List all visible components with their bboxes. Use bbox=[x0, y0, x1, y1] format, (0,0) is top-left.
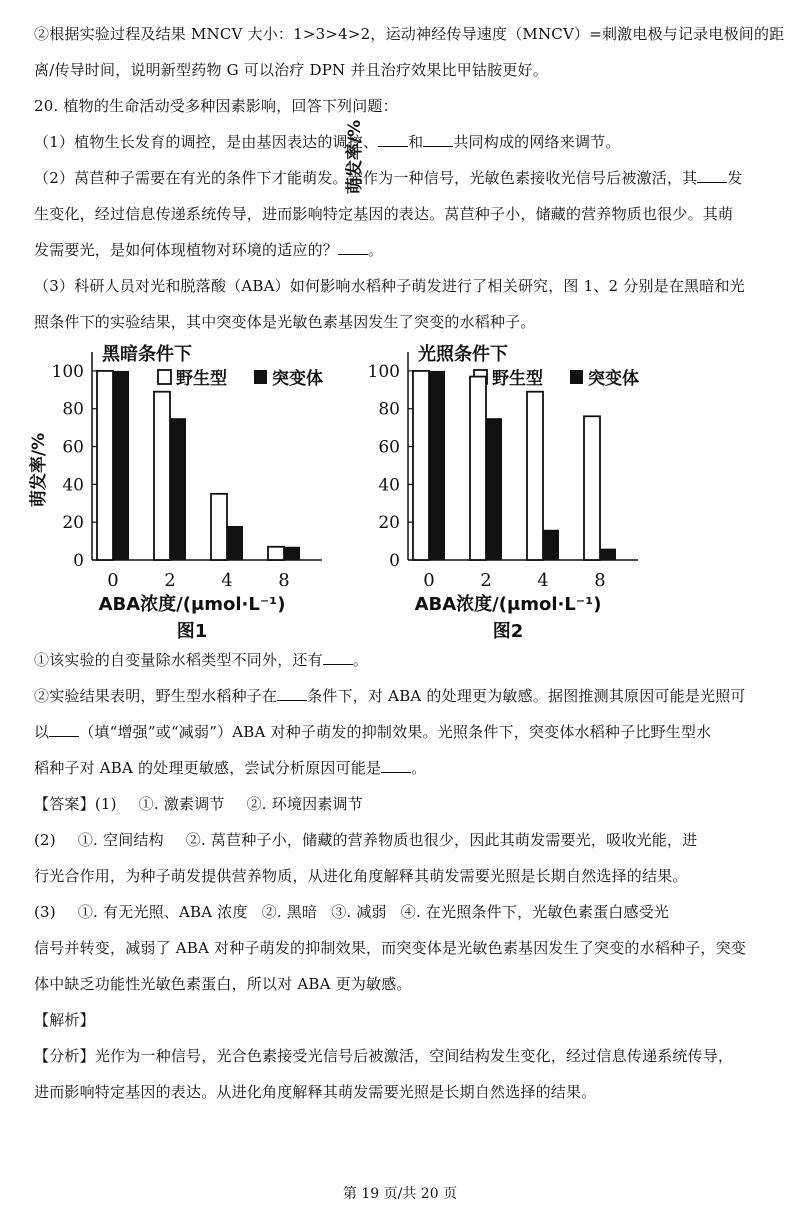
answer1-b: ②. 环境因素调节 bbox=[246, 795, 363, 813]
answer-part2-line1 bbox=[34, 830, 774, 850]
answer-part3-line2: 信号并转变，减弱了 ABA 对种子萌发的抑制效果，而突变体是光敏色素基因发生了突变的水稻种子，突变 bbox=[34, 939, 747, 957]
q1-text-a: （1）植物生长发育的调控，是由基因表达的调控、 bbox=[34, 133, 379, 151]
s1-text-a: ①该实验的自变量除水稻类型不同外，还有 bbox=[34, 651, 323, 669]
q1-text-b: 和 bbox=[408, 133, 424, 151]
s1-blank bbox=[323, 650, 353, 665]
line-mncv-conclusion: ②根据实验过程及结果 MNCV 大小：1>3>4>2，运动神经传导速度（MNCV）=刺激电极与记录电极间的距 bbox=[34, 25, 785, 43]
chart1-bar-mutant-0 bbox=[113, 371, 129, 560]
answer-part2-line2: 行光合作用，为种子萌发提供营养物质，从进化角度解释其萌发需要光照是长期自然选择的结果。 bbox=[34, 867, 688, 885]
question-20-part2-line3 bbox=[34, 240, 774, 260]
answer-tag: 【答案】 bbox=[34, 795, 95, 813]
chart1-bar-mutant-4 bbox=[227, 526, 243, 560]
chart1-legend-wild: 野生型 bbox=[176, 369, 227, 389]
chart1-bar-wild-2 bbox=[154, 392, 170, 560]
chart2-y-tick-label: 80 bbox=[378, 399, 400, 420]
chart2-x-tick-label: 2 bbox=[480, 570, 492, 591]
chart1-y-tick-label: 80 bbox=[62, 399, 84, 420]
chart1-caption: 图1 bbox=[176, 621, 208, 642]
analysis-heading bbox=[34, 1010, 774, 1030]
chart1-y-tick-label: 60 bbox=[62, 437, 84, 458]
answer-part3-line1 bbox=[34, 902, 774, 922]
chart2-y-label: 萌发率/% bbox=[345, 119, 365, 195]
question-20-title: 20. 植物的生命活动受多种因素影响，回答下列问题： bbox=[34, 97, 398, 115]
s2-blank-3 bbox=[381, 758, 411, 773]
answer3-a: ①. 有无光照、ABA 浓度 bbox=[77, 903, 248, 921]
answer2-number: (2) bbox=[34, 831, 56, 849]
chart2-y-tick-label: 40 bbox=[378, 475, 400, 496]
chart1-y-tick-label: 40 bbox=[62, 475, 84, 496]
chart1-bar-wild-8 bbox=[268, 547, 284, 560]
chart2-x-label: ABA浓度/(μmol·L⁻¹) bbox=[414, 594, 602, 615]
s2-blank-2 bbox=[49, 722, 79, 737]
answer-part1 bbox=[34, 794, 774, 814]
chart2-bar-mutant-4 bbox=[543, 530, 559, 560]
chart1-bar-mutant-8 bbox=[284, 547, 300, 560]
chart2-caption: 图2 bbox=[492, 621, 524, 642]
answer1-number: (1) bbox=[94, 795, 117, 813]
line-mncv-conclusion-cont: 离/传导时间，说明新型药物 G 可以治疗 DPN 并且治疗效果比甲钴胺更好。 bbox=[34, 61, 548, 79]
chart1-x-tick-label: 2 bbox=[164, 570, 176, 591]
chart2-legend-swatch-mutant bbox=[570, 370, 583, 384]
chart2-y-tick-label: 0 bbox=[389, 551, 400, 571]
page-footer: 第 19 页/共 20 页 bbox=[342, 1186, 458, 1202]
answer2-a: ①. 空间结构 bbox=[77, 831, 164, 849]
chart2-y-tick-label: 100 bbox=[367, 361, 400, 382]
q2-text-b: 发 bbox=[727, 169, 743, 187]
q1-blank-1 bbox=[378, 132, 408, 147]
question-20-part3-line1: （3）科研人员对光和脱落酸（ABA）如何影响水稻种子萌发进行了相关研究，图 1、2 分别是在黑暗和光 bbox=[34, 277, 745, 295]
chart1-legend-swatch-mutant bbox=[254, 370, 267, 384]
chart1-title: 黑暗条件下 bbox=[102, 344, 192, 365]
chart1-x-tick-label: 0 bbox=[107, 570, 119, 591]
question-20-part1 bbox=[34, 132, 774, 152]
q2-blank-2 bbox=[338, 240, 368, 255]
sub-question-2-line3 bbox=[34, 758, 774, 778]
analysis-text-a: 光作为一种信号，光合色素接受光信号后被激活，空间结构发生变化，经过信息传递系统传导， bbox=[94, 1047, 734, 1065]
q2-text-d: 发需要光，是如何体现植物对环境的适应的？ bbox=[34, 241, 339, 259]
q1-blank-2 bbox=[423, 132, 453, 147]
analysis-line2: 进而影响特定基因的表达。从进化角度解释其萌发需要光照是长期自然选择的结果。 bbox=[34, 1083, 597, 1101]
s2-text-e: 稻种子对 ABA 的处理更敏感，尝试分析原因可能是 bbox=[34, 759, 382, 777]
question-20-part2-line1 bbox=[34, 168, 774, 188]
chart2-bar-wild-4 bbox=[527, 392, 543, 560]
answer1-a: ①. 激素调节 bbox=[138, 795, 225, 813]
answer2-b: ②. 莴苣种子小，储藏的营养物质也很少，因此其萌发需要光，吸收光能，进 bbox=[185, 831, 698, 849]
sub-question-1 bbox=[34, 650, 774, 670]
chart1-y-tick-label: 100 bbox=[51, 361, 84, 382]
q2-text-e: 。 bbox=[368, 241, 384, 259]
chart1-y-tick-label: 20 bbox=[62, 513, 84, 534]
answer3-d: ④. 在光照条件下，光敏色素蛋白感受光 bbox=[400, 903, 670, 921]
chart1-bar-wild-4 bbox=[211, 494, 227, 560]
sub-question-2-line1 bbox=[34, 686, 774, 706]
chart1-x-tick-label: 8 bbox=[278, 570, 290, 591]
chart2-bar-mutant-0 bbox=[429, 371, 445, 560]
chart2-bar-wild-2 bbox=[470, 377, 486, 560]
chart2-x-tick-label: 0 bbox=[423, 570, 435, 591]
question-20-part3-line2: 照条件下的实验结果，其中突变体是光敏色素基因发生了突变的水稻种子。 bbox=[34, 313, 536, 331]
chart1-y-label: 萌发率/% bbox=[29, 432, 49, 508]
chart2-y-tick-label: 60 bbox=[378, 437, 400, 458]
analysis-tag: 【解析】 bbox=[34, 1011, 95, 1029]
sub-question-2-line2 bbox=[34, 722, 774, 742]
chart2-bar-mutant-8 bbox=[600, 549, 616, 560]
chart1-bar-mutant-2 bbox=[170, 418, 186, 560]
chart1-y-tick-label: 0 bbox=[73, 551, 84, 571]
q2-blank-1 bbox=[697, 168, 727, 183]
s2-text-b: 条件下，对 ABA 的处理更为敏感。据图推测其原因可能是光照可 bbox=[307, 687, 746, 705]
chart1-x-label: ABA浓度/(μmol·L⁻¹) bbox=[98, 594, 286, 615]
q2-text-a: （2）莴苣种子需要在有光的条件下才能萌发。光作为一种信号，光敏色素接收光信号后被激活，其 bbox=[34, 169, 698, 187]
chart2-x-tick-label: 8 bbox=[594, 570, 606, 591]
answer3-number: (3) bbox=[34, 903, 56, 921]
analysis-sub-tag: 【分析】 bbox=[34, 1047, 95, 1065]
chart2-bar-mutant-2 bbox=[486, 418, 502, 560]
q1-text-c: 共同构成的网络来调节。 bbox=[453, 133, 621, 151]
chart2-bar-wild-8 bbox=[584, 416, 600, 560]
s2-text-f: 。 bbox=[411, 759, 427, 777]
chart2-y-tick-label: 20 bbox=[378, 513, 400, 534]
answer3-b: ②. 黑暗 bbox=[261, 903, 318, 921]
s2-text-c: 以 bbox=[34, 723, 50, 741]
analysis-line1 bbox=[34, 1046, 774, 1066]
chart1-legend-mutant: 突变体 bbox=[272, 369, 323, 389]
s2-text-d: （填“增强”或“减弱”）ABA 对种子萌发的抑制效果。光照条件下，突变体水稻种子比野生型水 bbox=[79, 723, 712, 741]
answer-part3-line3: 体中缺乏功能性光敏色素蛋白，所以对 ABA 更为敏感。 bbox=[34, 975, 412, 993]
answer3-c: ③. 减弱 bbox=[331, 903, 387, 921]
question-20-part2-line2: 生变化，经过信息传递系统传导，进而影响特定基因的表达。莴苣种子小，储藏的营养物质也很少。其萌 bbox=[34, 205, 734, 223]
chart2-legend-wild: 野生型 bbox=[492, 369, 543, 389]
chart2-x-tick-label: 4 bbox=[537, 570, 549, 591]
s1-text-b: 。 bbox=[352, 651, 369, 669]
chart2-bar-wild-0 bbox=[413, 371, 429, 560]
chart2-title: 光照条件下 bbox=[418, 344, 508, 365]
chart1-x-tick-label: 4 bbox=[221, 570, 233, 591]
chart1-legend-swatch-wild bbox=[158, 370, 171, 384]
chart1-bar-wild-0 bbox=[97, 371, 113, 560]
chart2-legend-mutant: 突变体 bbox=[588, 369, 639, 389]
s2-blank-1 bbox=[277, 686, 307, 701]
s2-text-a: ②实验结果表明，野生型水稻种子在 bbox=[34, 687, 278, 705]
